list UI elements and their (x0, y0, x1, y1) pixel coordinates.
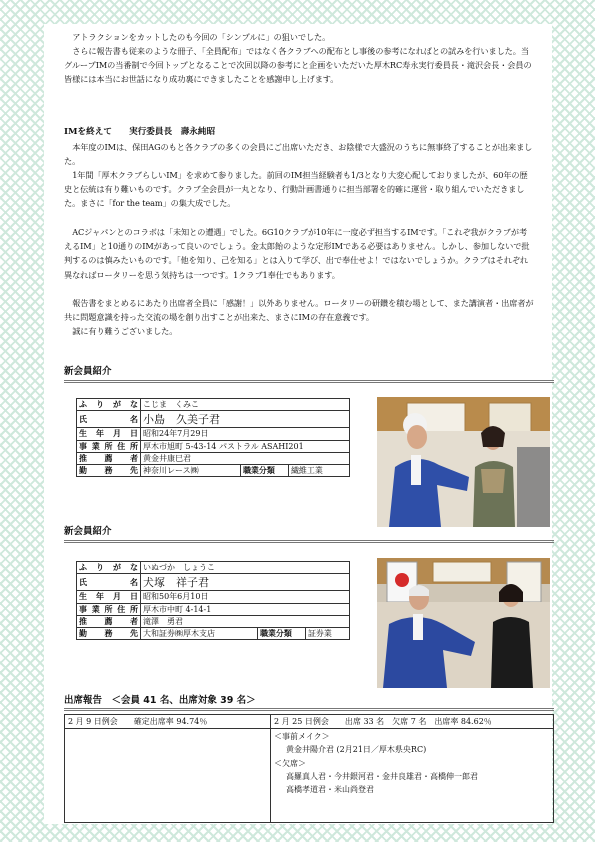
new-member-title-1: 新会員紹介 (64, 363, 554, 383)
furigana-label: ふりがな (77, 562, 141, 574)
sponsor-value: 滝澤 勇君 (141, 615, 350, 627)
attendance-left-header: 2 月 9 日例会 確定出席率 94.74％ (65, 715, 271, 729)
dob-label: 生年月日 (77, 428, 141, 440)
work-value: 大和証券㈱厚木支店 (141, 628, 258, 640)
absent-line-1: 高羅真人君・今井銀河君・金井良雄君・高橋伸一郎君 (286, 771, 478, 781)
address-label: 事業所住所 (77, 440, 141, 452)
im-paragraph-4: 報告書をまとめるにあたり出席者全員に「感謝！」以外ありません。ロータリーの研鑽を積む場として、また講演者・出席者が共に問題意識を持った交流の場を創り出すことが出来た、まさにIMの存在意義です。 (64, 298, 534, 323)
sponsor-label: 推薦者 (77, 615, 141, 627)
address-label: 事業所住所 (77, 603, 141, 615)
dob-value: 昭和50年6月10日 (141, 591, 350, 603)
category-value: 証券業 (305, 628, 349, 640)
attendance-table (64, 714, 554, 823)
name-label: 氏名 (77, 411, 141, 428)
makeup-value: 黄金井陽介君 (2月21日／厚木県央RC) (286, 745, 427, 755)
attendance-title: 出席報告 ＜会員 41 名、出席対象 39 名＞ (64, 692, 554, 711)
category-label: 職業分類 (240, 465, 288, 477)
paragraph-attraction: アトラクションをカットしたのも今回の「シンプルに」の狙いでした。 (72, 32, 331, 42)
new-member-photo-1 (377, 397, 550, 527)
sponsor-label: 推薦者 (77, 452, 141, 464)
attendance-left-body (65, 729, 271, 823)
category-label: 職業分類 (257, 628, 305, 640)
absent-label: ＜欠席＞ (274, 758, 306, 768)
work-value: 神奈川レース㈱ (141, 465, 241, 477)
new-member-title-2: 新会員紹介 (64, 523, 554, 543)
im-paragraph-2: 1年間「厚木クラブらしいIM」を求めて参りました。前回のIM担当経験者も1/3となり大変心配しておりましたが、60年の歴史と伝統は有り難いものです。クラブ全会員が一丸となり、行動計画書通りに担当部署を的確に運営・取り組んでいただきました。まさに「for the team」の集大成でした。 (64, 170, 528, 209)
furigana-value: いぬづか しょうこ (141, 562, 350, 574)
im-heading: IMを終えて 実行委員長 壽永純昭 (64, 127, 216, 137)
sponsor-value: 黄金井康巳君 (141, 452, 350, 464)
address-value: 厚木市旭町 5-43-14 パストラル ASAHI201 (141, 440, 350, 452)
attendance-right-header: 2 月 25 日例会 出席 33 名 欠席 7 名 出席率 84.62％ (271, 715, 554, 729)
name-label: 氏名 (77, 574, 141, 591)
work-label: 勤務先 (77, 628, 141, 640)
member-table-2 (76, 561, 350, 640)
paragraph-report: さらに報告書も従来のような冊子、「全員配布」ではなく各クラブへの配布とし事後の参考になればとの試みを行いました。当グループIMの当番制で今回トップとなることで次回以降の参考にと企画をいただいた厚木RC寿永実行委員長・滝沢会長・会員の皆様には本当にお世話になり成功裏にできましたことを感謝申し上げます。 (64, 46, 532, 85)
address-value: 厚木市中町 4-14-1 (141, 603, 350, 615)
im-paragraph-5: 誠に有り難うございました。 (72, 326, 178, 336)
dob-label: 生年月日 (77, 591, 141, 603)
work-label: 勤務先 (77, 465, 141, 477)
new-member-photo-2 (377, 558, 550, 688)
category-value: 繊維工業 (288, 465, 349, 477)
furigana-label: ふりがな (77, 399, 141, 411)
name-value: 小島 久美子君 (141, 411, 350, 428)
dob-value: 昭和24年7月29日 (141, 428, 350, 440)
furigana-value: こじま くみこ (141, 399, 350, 411)
attendance-right-body (271, 729, 554, 823)
makeup-label: ＜事前メイク＞ (274, 732, 330, 741)
absent-line-2: 高橋孝道君・米山尚登君 (286, 785, 374, 795)
name-value: 犬塚 祥子君 (141, 574, 350, 591)
member-table-1 (76, 398, 350, 477)
im-paragraph-1: 本年度のIMは、保田AGのもと各クラブの多くの会員にご出席いただき、お陰様で大盛況のうちに無事終了することが出来ました。 (64, 142, 533, 167)
im-paragraph-3: ACジャパンとのコラボは「未知との遭遇」でした。6G10クラブが10年に一度必ず担当するIMです。「これぞ我がクラブが考えるIM」と10通りのIMがあって良いのでしょう。金太郎飴のような定形IMである必要はありません。しかし、参加しないで批判するのは慎みたいものです。「他を知り、己を知る」とは入りて学び、出で奉仕せよ！ではないでしょうか。クラブはそれぞれ異なればロータリーを思う気持ちは一つです。1クラブ1奉仕でもあります。 (64, 227, 530, 280)
